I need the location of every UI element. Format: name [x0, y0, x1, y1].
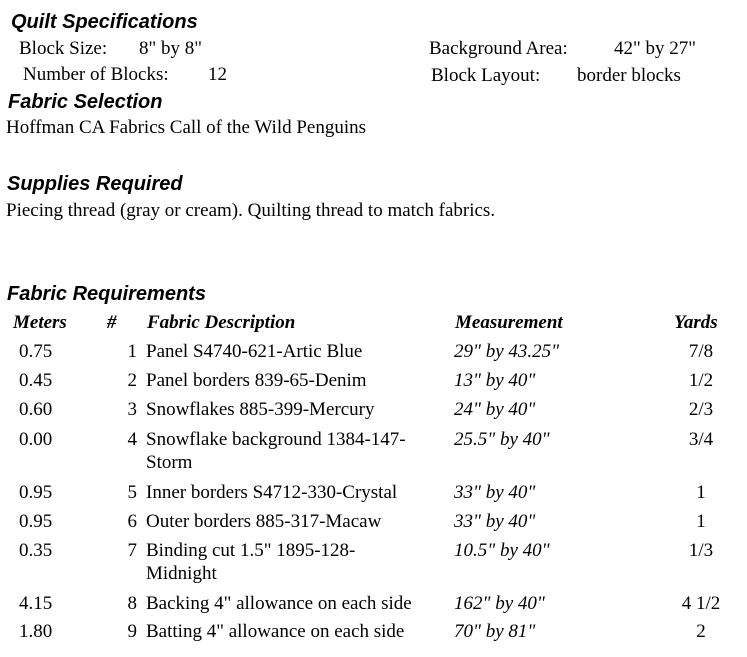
table-row-number: 3 — [127, 399, 137, 420]
block-size-label: Block Size: — [19, 38, 108, 59]
background-area-label: Background Area: — [429, 38, 568, 59]
table-row-yards: 2 — [696, 621, 706, 642]
table-row-description: Panel S4740-621-Artic Blue — [146, 341, 363, 362]
fabric-selection-heading: Fabric Selection — [8, 91, 163, 113]
table-row-meters: 0.95 — [19, 511, 53, 532]
table-row-number: 7 — [127, 540, 137, 561]
table-row-description: Snowflakes 885-399-Mercury — [146, 399, 375, 420]
table-row-measurement: 29" by 43.25" — [454, 341, 560, 362]
table-row-measurement: 13" by 40" — [454, 370, 536, 391]
table-row-yards: 3/4 — [688, 429, 714, 450]
table-row-yards: 1 — [696, 511, 706, 532]
table-row-yards: 1/3 — [688, 540, 714, 561]
fabric-requirements-heading: Fabric Requirements — [7, 283, 206, 305]
table-row-description: Panel borders 839-65-Denim — [146, 370, 367, 391]
table-row-meters: 0.00 — [19, 429, 53, 450]
table-row-measurement: 24" by 40" — [454, 399, 536, 420]
table-row-yards: 2/3 — [688, 399, 714, 420]
table-row-measurement: 33" by 40" — [454, 482, 536, 503]
table-row-description-continued: Midnight — [146, 563, 217, 584]
table-row-measurement: 10.5" by 40" — [454, 540, 550, 561]
block-layout-label: Block Layout: — [431, 65, 541, 86]
table-row-meters: 0.95 — [19, 482, 53, 503]
col-header-description: Fabric Description — [147, 312, 296, 333]
block-layout-value: border blocks — [577, 65, 681, 86]
table-row-meters: 0.75 — [19, 341, 53, 362]
block-size-value: 8" by 8" — [139, 38, 203, 59]
col-header-yards: Yards — [674, 312, 718, 333]
table-row-meters: 0.35 — [19, 540, 53, 561]
table-row-meters: 4.15 — [19, 593, 53, 614]
table-row-description: Batting 4" allowance on each side — [146, 621, 405, 642]
table-row-description: Inner borders S4712-330-Crystal — [146, 482, 398, 503]
table-row-measurement: 25.5" by 40" — [454, 429, 550, 450]
fabric-selection-text: Hoffman CA Fabrics Call of the Wild Penguins — [6, 117, 367, 138]
specs-heading: Quilt Specifications — [11, 11, 198, 33]
table-row-description: Outer borders 885-317-Macaw — [146, 511, 382, 532]
table-row-measurement: 70" by 81" — [454, 621, 536, 642]
table-row-yards: 7/8 — [688, 341, 714, 362]
number-of-blocks-label: Number of Blocks: — [23, 64, 169, 85]
table-row-yards: 4 1/2 — [681, 593, 721, 614]
table-row-number: 4 — [127, 429, 137, 450]
table-row-measurement: 33" by 40" — [454, 511, 536, 532]
table-row-description: Backing 4" allowance on each side — [146, 593, 412, 614]
background-area-value: 42" by 27" — [614, 38, 697, 59]
table-row-measurement: 162" by 40" — [454, 593, 545, 614]
table-row-meters: 0.60 — [19, 399, 53, 420]
table-row-number: 1 — [127, 341, 137, 362]
number-of-blocks-value: 12 — [208, 64, 227, 85]
table-row-yards: 1/2 — [688, 370, 714, 391]
col-header-measurement: Measurement — [455, 312, 563, 333]
table-row-description: Binding cut 1.5" 1895-128- — [146, 540, 356, 561]
table-row-number: 6 — [127, 511, 137, 532]
table-row-meters: 1.80 — [19, 621, 53, 642]
table-row-description-continued: Storm — [146, 452, 193, 473]
table-row-yards: 1 — [696, 482, 706, 503]
table-row-number: 9 — [127, 621, 137, 642]
table-row-meters: 0.45 — [19, 370, 53, 391]
table-row-number: 8 — [127, 593, 137, 614]
col-header-meters: Meters — [13, 312, 67, 333]
table-row-number: 5 — [127, 482, 137, 503]
supplies-text: Piecing thread (gray or cream). Quilting thread to match fabrics. — [6, 200, 496, 221]
table-row-description: Snowflake background 1384-147- — [146, 429, 406, 450]
table-row-number: 2 — [127, 370, 137, 391]
col-header-number: # — [107, 312, 117, 333]
supplies-heading: Supplies Required — [7, 173, 183, 195]
